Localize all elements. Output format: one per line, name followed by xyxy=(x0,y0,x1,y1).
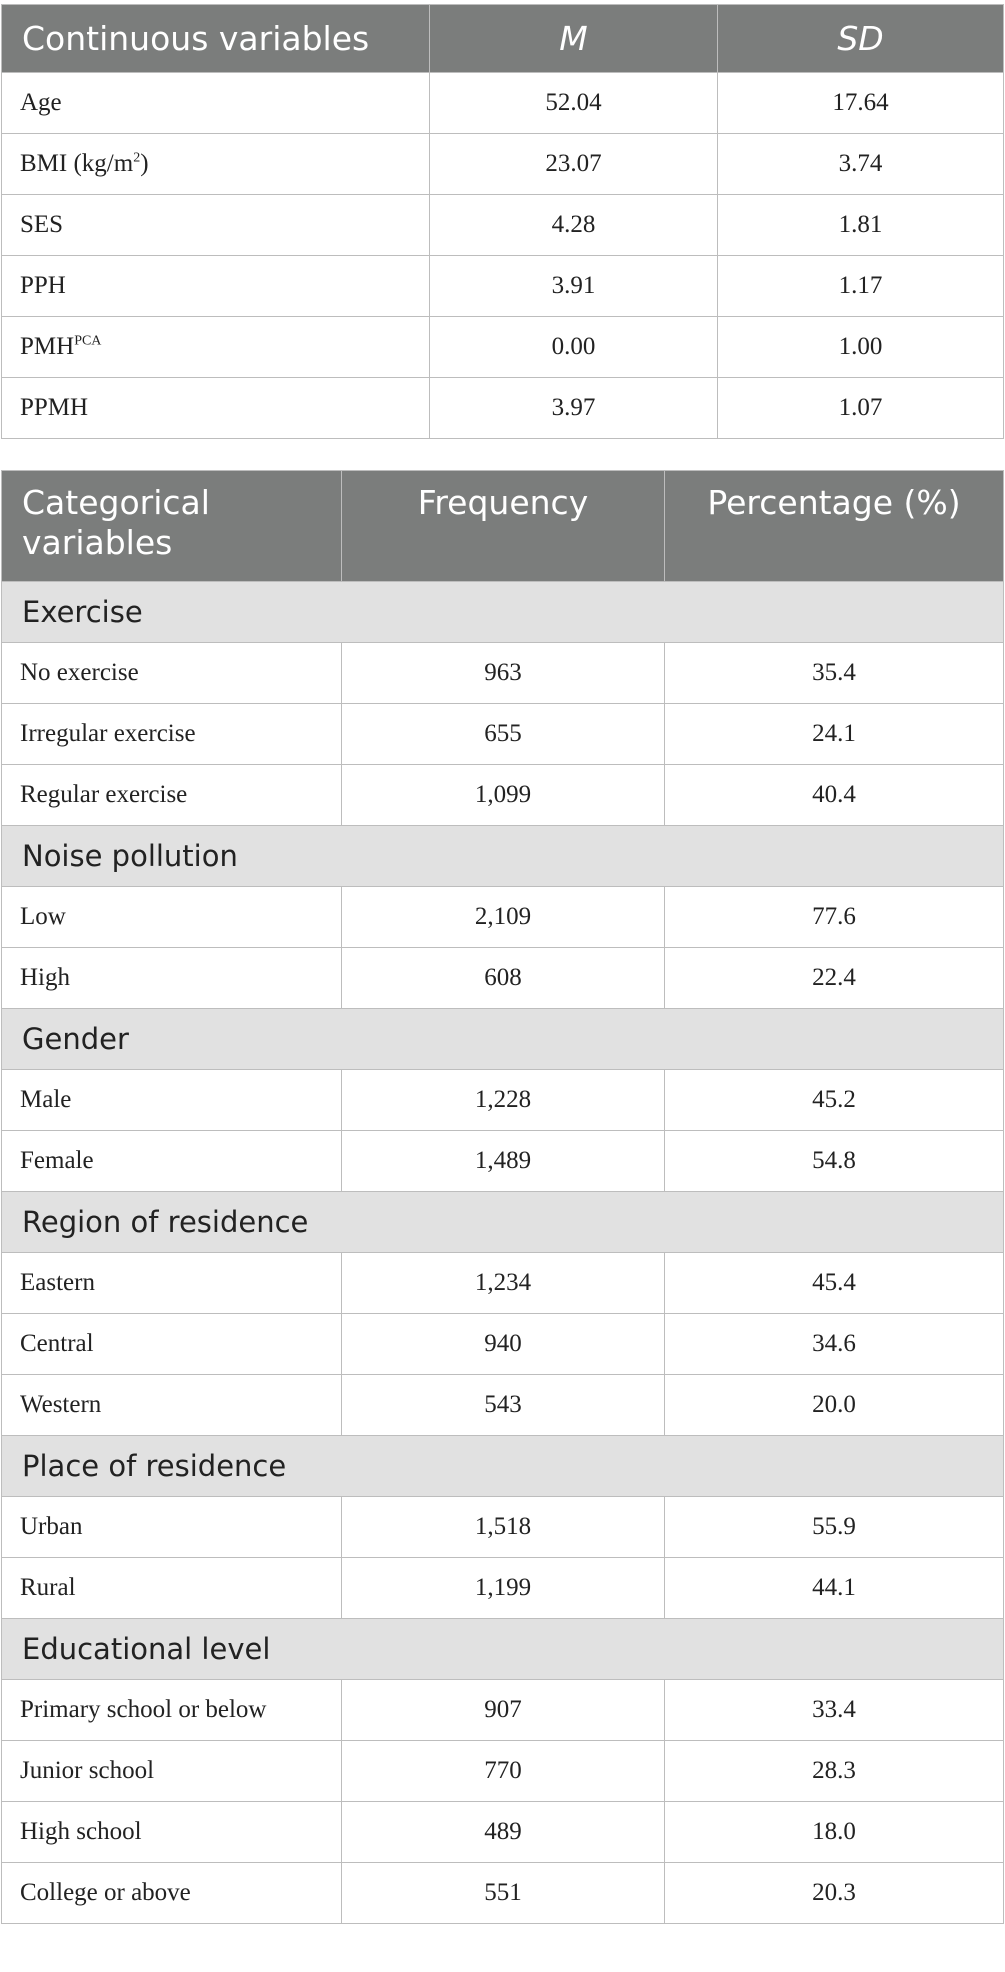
percentage-value: 18.0 xyxy=(665,1802,1004,1863)
percentage-value: 20.0 xyxy=(665,1375,1004,1436)
row-label-suffix: ) xyxy=(140,150,149,177)
table-row xyxy=(2,195,1004,256)
row-label: High xyxy=(2,948,342,1009)
table-row xyxy=(2,134,1004,195)
table-row xyxy=(2,378,1004,439)
frequency-value: 1,518 xyxy=(342,1497,665,1558)
row-label: Irregular exercise xyxy=(2,704,342,765)
frequency-value: 608 xyxy=(342,948,665,1009)
frequency-value: 940 xyxy=(342,1314,665,1375)
sd-value: 1.81 xyxy=(718,195,1004,256)
section-title: Noise pollution xyxy=(2,826,1004,887)
section-title: Exercise xyxy=(2,582,1004,643)
section-row-gender xyxy=(2,1009,1004,1070)
table-row xyxy=(2,1497,1004,1558)
mean-value: 0.00 xyxy=(430,317,718,378)
frequency-value: 1,099 xyxy=(342,765,665,826)
sd-value: 1.00 xyxy=(718,317,1004,378)
header-categorical-variables: Categorical variables xyxy=(2,471,342,582)
sd-value: 1.17 xyxy=(718,256,1004,317)
row-label xyxy=(2,317,430,378)
percentage-value: 54.8 xyxy=(665,1131,1004,1192)
row-label-text: BMI (kg/m xyxy=(20,150,134,177)
row-label: College or above xyxy=(2,1863,342,1924)
row-label-superscript: PCA xyxy=(74,333,102,349)
categorical-variables-table xyxy=(1,470,1004,1924)
row-label: Age xyxy=(2,73,430,134)
table-row xyxy=(2,317,1004,378)
row-label: PPMH xyxy=(2,378,430,439)
mean-value: 4.28 xyxy=(430,195,718,256)
section-row-region-of-residence xyxy=(2,1192,1004,1253)
frequency-value: 543 xyxy=(342,1375,665,1436)
row-label-text: PMH xyxy=(20,333,75,360)
row-label: No exercise xyxy=(2,643,342,704)
percentage-value: 77.6 xyxy=(665,887,1004,948)
row-label: SES xyxy=(2,195,430,256)
section-title: Gender xyxy=(2,1009,1004,1070)
table-row xyxy=(2,887,1004,948)
header-percentage: Percentage (%) xyxy=(665,471,1004,582)
section-title: Place of residence xyxy=(2,1436,1004,1497)
frequency-value: 1,234 xyxy=(342,1253,665,1314)
table-row xyxy=(2,1680,1004,1741)
section-row-educational-level xyxy=(2,1619,1004,1680)
frequency-value: 551 xyxy=(342,1863,665,1924)
continuous-variables-table xyxy=(1,4,1004,439)
row-label: Urban xyxy=(2,1497,342,1558)
table-row xyxy=(2,1131,1004,1192)
sd-value: 1.07 xyxy=(718,378,1004,439)
table-header-row xyxy=(2,471,1004,582)
mean-value: 52.04 xyxy=(430,73,718,134)
row-label: Male xyxy=(2,1070,342,1131)
row-label: Low xyxy=(2,887,342,948)
frequency-value: 1,228 xyxy=(342,1070,665,1131)
table-row xyxy=(2,948,1004,1009)
row-label: High school xyxy=(2,1802,342,1863)
row-label: Western xyxy=(2,1375,342,1436)
percentage-value: 40.4 xyxy=(665,765,1004,826)
percentage-value: 44.1 xyxy=(665,1558,1004,1619)
frequency-value: 907 xyxy=(342,1680,665,1741)
table-row xyxy=(2,73,1004,134)
row-label-superscript: 2 xyxy=(133,150,141,166)
header-continuous-variables: Continuous variables xyxy=(2,5,430,73)
section-title: Educational level xyxy=(2,1619,1004,1680)
table-row xyxy=(2,1863,1004,1924)
frequency-value: 1,489 xyxy=(342,1131,665,1192)
row-label: Central xyxy=(2,1314,342,1375)
header-mean: M xyxy=(430,5,718,73)
table-row xyxy=(2,256,1004,317)
table-row xyxy=(2,1070,1004,1131)
table-row xyxy=(2,1558,1004,1619)
percentage-value: 35.4 xyxy=(665,643,1004,704)
table-row xyxy=(2,704,1004,765)
table-row xyxy=(2,1253,1004,1314)
percentage-value: 20.3 xyxy=(665,1863,1004,1924)
frequency-value: 489 xyxy=(342,1802,665,1863)
percentage-value: 45.2 xyxy=(665,1070,1004,1131)
table-header-row xyxy=(2,5,1004,73)
header-frequency: Frequency xyxy=(342,471,665,582)
mean-value: 3.97 xyxy=(430,378,718,439)
table-row xyxy=(2,1314,1004,1375)
percentage-value: 45.4 xyxy=(665,1253,1004,1314)
row-label: Regular exercise xyxy=(2,765,342,826)
section-row-noise-pollution xyxy=(2,826,1004,887)
row-label: Female xyxy=(2,1131,342,1192)
frequency-value: 655 xyxy=(342,704,665,765)
sd-value: 17.64 xyxy=(718,73,1004,134)
percentage-value: 24.1 xyxy=(665,704,1004,765)
section-row-place-of-residence xyxy=(2,1436,1004,1497)
table-row xyxy=(2,643,1004,704)
row-label: Junior school xyxy=(2,1741,342,1802)
row-label: Primary school or below xyxy=(2,1680,342,1741)
table-row xyxy=(2,765,1004,826)
row-label: Eastern xyxy=(2,1253,342,1314)
table-row xyxy=(2,1802,1004,1863)
mean-value: 23.07 xyxy=(430,134,718,195)
percentage-value: 33.4 xyxy=(665,1680,1004,1741)
table-row xyxy=(2,1375,1004,1436)
frequency-value: 1,199 xyxy=(342,1558,665,1619)
row-label: Rural xyxy=(2,1558,342,1619)
mean-value: 3.91 xyxy=(430,256,718,317)
row-label xyxy=(2,134,430,195)
section-row-exercise xyxy=(2,582,1004,643)
frequency-value: 963 xyxy=(342,643,665,704)
table-row xyxy=(2,1741,1004,1802)
frequency-value: 770 xyxy=(342,1741,665,1802)
sd-value: 3.74 xyxy=(718,134,1004,195)
header-sd: SD xyxy=(718,5,1004,73)
percentage-value: 28.3 xyxy=(665,1741,1004,1802)
percentage-value: 34.6 xyxy=(665,1314,1004,1375)
section-title: Region of residence xyxy=(2,1192,1004,1253)
row-label: PPH xyxy=(2,256,430,317)
percentage-value: 55.9 xyxy=(665,1497,1004,1558)
percentage-value: 22.4 xyxy=(665,948,1004,1009)
frequency-value: 2,109 xyxy=(342,887,665,948)
